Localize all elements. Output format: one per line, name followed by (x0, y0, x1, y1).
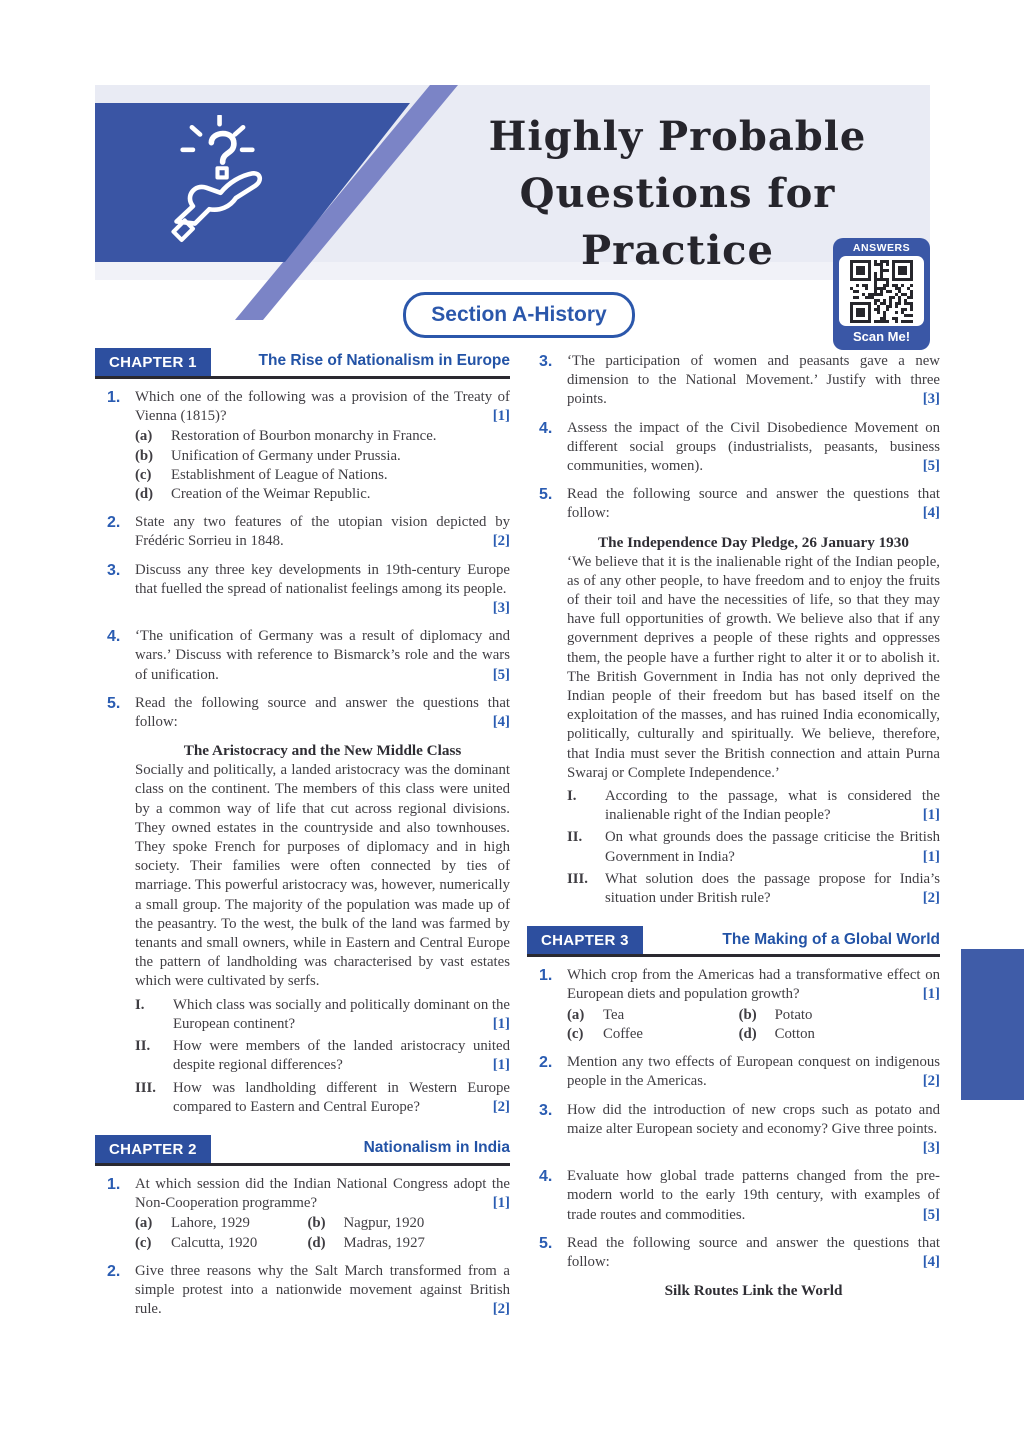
passage-text: Socially and politically, a landed aristocracy was the dominant class on the continent. The members of this class were united by a common way of life that cut across regional divisions. They owned estates in the countryside and also townhouses. They spoke French for purposes of diplomacy and in high society. Their families were often connected by ties of marriage. This powerful aristocracy was, however, numerically a small group. The majority of the population was made up of the peasantry. To the west, the bulk of the land was farmed by tenants and small owners, while in Eastern and Central Europe the pattern of landholding was characterised by vast estates which were cultivated by serfs. (135, 762, 510, 990)
question (95, 388, 510, 504)
question-number: 1. (107, 1175, 121, 1193)
question-number: III. (135, 1079, 156, 1096)
question (527, 485, 940, 523)
spacer (527, 911, 940, 926)
marks-badge: [1] (922, 848, 940, 865)
chapter-number-box: CHAPTER 2 (95, 1135, 211, 1163)
question-number: 5. (107, 694, 121, 712)
page-title-line2: Questions for Practice (519, 170, 836, 274)
option-label: (c) (135, 1234, 152, 1251)
option-text: Nagpur, 1920 (343, 1215, 425, 1232)
question-text: Which class was socially and politically dominant on the European continent? [1] (173, 996, 510, 1034)
option-label: (b) (307, 1215, 326, 1232)
option-label: (d) (135, 486, 154, 503)
marks-badge: [1] (922, 986, 940, 1003)
option-label: (c) (135, 466, 152, 483)
option-label: (c) (567, 1025, 584, 1042)
question-text: ‘The unification of Germany was a result of diplomacy and wars.’ Discuss with reference to Bismarck’s role and the wars of unification. [5] (135, 627, 510, 685)
question-number: II. (135, 1038, 151, 1055)
option-text: Lahore, 1929 (171, 1215, 250, 1232)
chapter-title: The Rise of Nationalism in Europe (258, 352, 510, 370)
option-label: (a) (567, 1006, 585, 1023)
option-text: Establishment of League of Nations. (171, 466, 388, 483)
chapter-number-box: CHAPTER 1 (95, 348, 211, 376)
option (135, 427, 510, 446)
option-label: (d) (738, 1025, 757, 1042)
option-text: Calcutta, 1920 (171, 1234, 258, 1251)
options (567, 1006, 940, 1044)
marks-badge: [5] (922, 1206, 940, 1223)
question-text: On what grounds does the passage criticise the British Government in India? [1] (605, 828, 940, 866)
question-text: How were members of the landed aristocracy united despite regional differences? [1] (173, 1037, 510, 1075)
option (135, 466, 510, 485)
option (739, 1006, 940, 1025)
option-text: Creation of the Weimar Republic. (171, 486, 371, 503)
marks-badge: [4] (922, 1253, 940, 1270)
option-label: (a) (135, 428, 153, 445)
options (135, 1214, 510, 1252)
passage-title: The Independence Day Pledge, 26 January 1930 (598, 533, 909, 551)
question-number: 1. (107, 389, 121, 406)
option-label: (b) (135, 447, 154, 464)
hand-holding-question-icon (170, 115, 265, 243)
passage-text: ‘We believe that it is the inalienable right of the Indian people, as of any other people, to have freedom and to enjoy the fruits of their toil and have the necessities of life, so that they may have full opportunities of growth. We believe also that if any government deprives a people of these rights and oppresses them, the people have a further right to alter it or to abolish it. The British Government in India has not only deprived the Indian people of their freedom but has based itself on the exploitation of the masses, and has ruined India economically, politically, culturally and spiritually. We believe, therefore, that India must sever the British connection and attain Purna Swaraj or Complete Independence.’ (567, 553, 940, 781)
question-text: State any two features of the utopian vision depicted by Frédéric Sorrieu in 1848. [2] (135, 513, 510, 551)
question-text: Evaluate how global trade patterns changed from the pre-modern world to the early 19th century, with examples of trade routes and commodities. [5] (567, 1167, 940, 1225)
question-text: Give three reasons why the Salt March transformed from a simple protest into a nationwide movement against British rule. [2] (135, 1262, 510, 1320)
option (739, 1025, 940, 1044)
sub-question (567, 787, 940, 825)
question-number: I. (135, 996, 145, 1013)
question (527, 966, 940, 1044)
question (95, 1262, 510, 1320)
question-number: 2. (539, 1054, 553, 1072)
question-number: II. (567, 829, 583, 846)
passage-title: The Aristocracy and the New Middle Class (183, 742, 462, 760)
chapter-number-box: CHAPTER 3 (527, 926, 643, 954)
question-number: 3. (107, 561, 121, 579)
question-text: Mention any two effects of European conquest on indigenous people in the Americas. [2] (567, 1053, 940, 1091)
question-text: How was landholding different in Western Europe compared to Eastern and Central Europe? [2] (173, 1079, 510, 1117)
marks-badge: [3] (922, 391, 940, 408)
question (95, 513, 510, 551)
question-number: 4. (107, 628, 121, 646)
question-text: How did the introduction of new crops such as potato and maize alter European society and economy? Give three points. [3] (567, 1101, 940, 1159)
question-text: According to the passage, what is considered the inalienable right of the Indian people? [1] (605, 787, 940, 825)
question (95, 1175, 510, 1253)
scan-me-label: Scan Me! (852, 329, 911, 344)
question-number: 4. (539, 1168, 553, 1186)
option-text: Restoration of Bourbon monarchy in France. (171, 428, 437, 445)
question (527, 352, 940, 410)
option (567, 1025, 739, 1044)
marks-badge: [2] (922, 890, 940, 907)
option (567, 1006, 739, 1025)
question-number: 2. (107, 514, 121, 532)
question-number: III. (567, 870, 588, 887)
question-text: At which session did the Indian National Congress adopt the Non-Cooperation programme? [1] (a) Lahore, 1929 (b) Nagpur, 1920 (c) Calcutta, 1920 (d) Madras, 1927 (135, 1175, 510, 1253)
question-text: What solution does the passage propose for India’s situation under British rule? [2] (605, 870, 940, 908)
chapter-title: Nationalism in India (363, 1139, 510, 1157)
option (135, 1214, 308, 1233)
option-label: (b) (738, 1006, 757, 1023)
marks-badge: [1] (492, 408, 510, 425)
marks-badge: [1] (492, 1015, 510, 1032)
question (527, 1234, 940, 1272)
sub-question (567, 870, 940, 908)
section-banner-label: Section A-History (431, 303, 607, 326)
question-text: Which crop from the Americas had a transformative effect on European diets and population growth? [1] (a) Tea (b) Potato (c) Coffee (d) Cotton (567, 966, 940, 1044)
question-text: ‘The participation of women and peasants gave a new dimension to the National Movement.’ Justify with three points. [3] (567, 352, 940, 410)
marks-badge: [3] (492, 600, 510, 617)
answers-label: ANSWERS (852, 242, 911, 254)
marks-badge: [2] (922, 1073, 940, 1090)
option-label: (d) (307, 1234, 326, 1251)
question-number: 1. (539, 967, 553, 985)
sub-question (135, 1079, 510, 1117)
marks-badge: [2] (492, 1301, 510, 1318)
question (527, 1053, 940, 1091)
option-text: Coffee (603, 1025, 643, 1042)
question-number: 4. (539, 419, 553, 437)
question-text: Read the following source and answer the questions that follow: [4] (135, 694, 510, 732)
sub-question (567, 828, 940, 866)
question (95, 694, 510, 732)
option-text: Potato (774, 1006, 813, 1023)
qr-code[interactable] (850, 260, 913, 323)
marks-badge: [1] (922, 807, 940, 824)
question-number: 3. (539, 353, 553, 370)
option (308, 1234, 511, 1253)
marks-badge: [5] (922, 458, 940, 475)
marks-badge: [1] (492, 1057, 510, 1074)
page-edge-tab (961, 949, 1024, 1100)
question-text: Which one of the following was a provision of the Treaty of Vienna (1815)? [1] (a) Restoration of Bourbon monarchy in France. (b) Unification of Germany under Prussia. (c) Establishment of League of Nations. (d) Creation of the Weimar Republic. (135, 388, 510, 504)
right-column (527, 352, 940, 1301)
marks-badge: [4] (492, 714, 510, 731)
marks-badge: [2] (492, 1098, 510, 1115)
question-number: 5. (539, 486, 553, 504)
options (135, 427, 510, 504)
option (135, 447, 510, 466)
question-text: Assess the impact of the Civil Disobedience Movement on different social groups (industrialists, peasants, business communities, women). [5] (567, 419, 940, 477)
marks-badge: [4] (922, 505, 940, 522)
page-title-line1: Highly Probable (488, 113, 867, 160)
question-text: Read the following source and answer the questions that follow: [4] (567, 1234, 940, 1272)
chapter-header (527, 926, 940, 957)
question-number: 5. (539, 1234, 553, 1252)
marks-badge: [1] (492, 1195, 510, 1212)
marks-badge: [3] (922, 1139, 940, 1156)
question-number: 2. (107, 1262, 121, 1280)
question-text: Discuss any three key developments in 19th-century Europe that fuelled the spread of nationalist feelings among its people. [3] (135, 561, 510, 619)
qr-panel (839, 256, 924, 326)
option-label: (a) (135, 1215, 153, 1232)
option-text: Cotton (774, 1025, 815, 1042)
option-text: Madras, 1927 (343, 1234, 425, 1251)
option (308, 1214, 511, 1233)
spacer (95, 1120, 510, 1135)
left-column (95, 348, 510, 1328)
option (135, 485, 510, 504)
question (95, 627, 510, 685)
option (135, 1234, 308, 1253)
qr-card (833, 238, 930, 350)
option-text: Tea (603, 1006, 625, 1023)
chapter-header (95, 1135, 510, 1166)
passage-title: Silk Routes Link the World (664, 1282, 843, 1300)
question-number: I. (567, 788, 577, 805)
question (527, 1101, 940, 1159)
sub-question (135, 996, 510, 1034)
question (95, 561, 510, 619)
sub-question (135, 1037, 510, 1075)
question-number: 3. (539, 1101, 553, 1119)
question (527, 419, 940, 477)
question (527, 1167, 940, 1225)
option-text: Unification of Germany under Prussia. (171, 447, 401, 464)
chapter-title: The Making of a Global World (722, 930, 940, 948)
marks-badge: [2] (492, 533, 510, 550)
marks-badge: [5] (492, 666, 510, 683)
question-text: Read the following source and answer the questions that follow: [4] (567, 485, 940, 523)
section-banner (403, 292, 635, 338)
chapter-header (95, 348, 510, 379)
